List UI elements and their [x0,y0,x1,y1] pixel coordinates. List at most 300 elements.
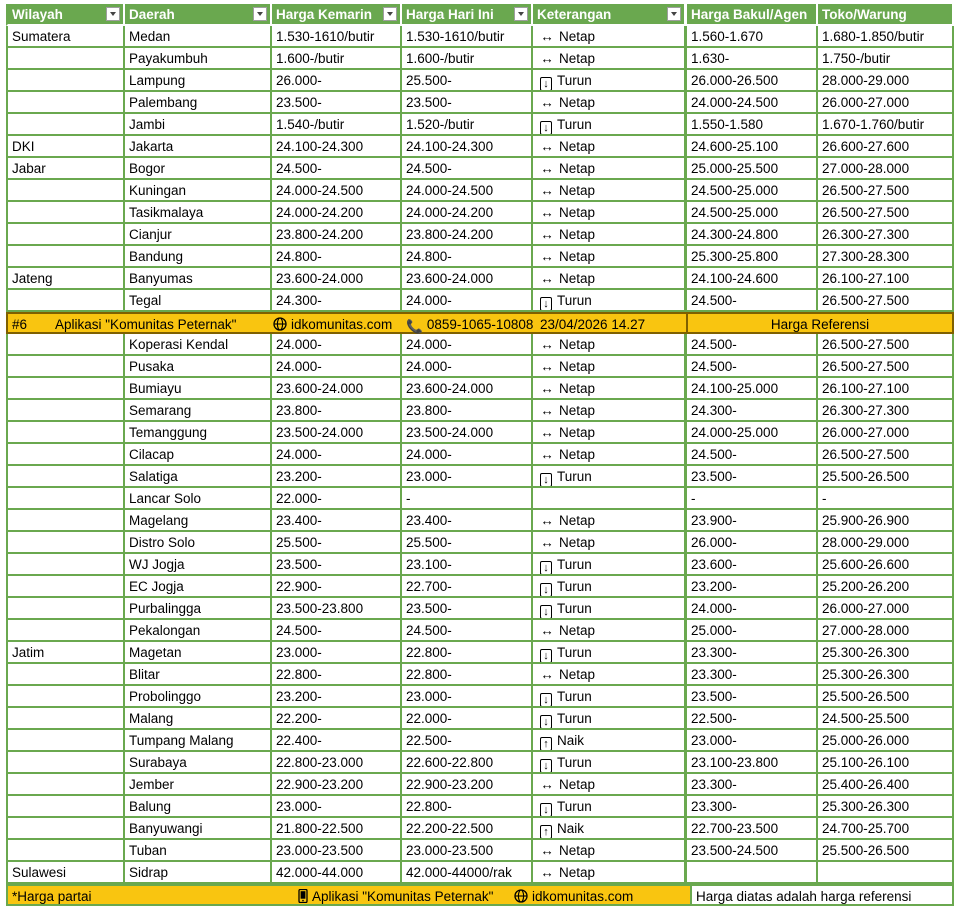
cell-toko[interactable]: 24.700-25.700 [818,818,954,840]
cell-wilayah[interactable] [6,114,125,136]
cell-wilayah[interactable] [6,400,125,422]
cell-harga-agen[interactable]: 1.560-1.670 [687,26,818,48]
cell-harga-hari-ini[interactable]: 23.500- [402,92,533,114]
cell-harga-agen[interactable]: 23.000- [687,730,818,752]
cell-keterangan[interactable] [533,334,687,356]
cell-harga-hari-ini[interactable]: 24.100-24.300 [402,136,533,158]
status-label: Netap [559,447,596,462]
cell-harga-kemarin[interactable]: 1.540-/butir [272,114,402,136]
cell-harga-kemarin[interactable]: 22.400- [272,730,402,752]
cell-harga-kemarin[interactable]: 23.600-24.000 [272,378,402,400]
cell-harga-hari-ini[interactable]: 24.800- [402,246,533,268]
cell-toko[interactable]: 25.600-26.600 [818,554,954,576]
status-label: Netap [559,337,596,352]
cell-wilayah[interactable] [6,202,125,224]
cell-harga-hari-ini[interactable]: 25.500- [402,532,533,554]
cell-daerah[interactable]: Surabaya [125,752,272,774]
cell-toko[interactable]: 26.500-27.500 [818,334,954,356]
cell-wilayah[interactable] [6,686,125,708]
cell-keterangan[interactable] [533,92,687,114]
cell-harga-hari-ini[interactable]: 23.000- [402,686,533,708]
cell-toko[interactable]: 25.300-26.300 [818,664,954,686]
cell-toko[interactable]: 25.000-26.000 [818,730,954,752]
status-label: Netap [559,29,596,44]
cell-wilayah[interactable] [6,664,125,686]
cell-harga-agen[interactable]: 23.300- [687,664,818,686]
cell-harga-agen[interactable]: 24.600-25.100 [687,136,818,158]
cell-harga-kemarin[interactable]: 23.200- [272,686,402,708]
cell-harga-agen[interactable]: 26.000- [687,532,818,554]
cell-keterangan[interactable] [533,466,687,488]
cell-toko[interactable]: 26.600-27.600 [818,136,954,158]
cell-harga-kemarin[interactable]: 23.500- [272,92,402,114]
footer-app[interactable] [298,886,514,904]
table-row [6,444,954,466]
cell-daerah[interactable]: Palembang [125,92,272,114]
status-label: Turun [557,117,592,132]
cell-daerah[interactable]: Temanggung [125,422,272,444]
cell-wilayah[interactable] [6,576,125,598]
cell-harga-agen[interactable]: 22.500- [687,708,818,730]
cell-harga-kemarin[interactable]: 24.800- [272,246,402,268]
table-row [6,488,954,510]
cell-daerah[interactable]: Semarang [125,400,272,422]
cell-wilayah[interactable] [6,466,125,488]
cell-harga-hari-ini[interactable]: 23.000-23.500 [402,840,533,862]
cell-harga-agen[interactable]: 24.000- [687,598,818,620]
cell-keterangan[interactable] [533,488,687,510]
table-body-top [6,26,954,312]
cell-harga-agen[interactable]: 24.300- [687,400,818,422]
cell-toko[interactable]: 1.670-1.760/butir [818,114,954,136]
cell-daerah[interactable]: Tasikmalaya [125,202,272,224]
filter-dropdown-icon[interactable] [253,7,267,21]
cell-toko[interactable]: 26.500-27.500 [818,444,954,466]
cell-harga-hari-ini[interactable]: 22.500- [402,730,533,752]
header-keterangan: Keterangan [533,4,687,26]
cell-harga-kemarin[interactable]: 23.000-23.500 [272,840,402,862]
cell-daerah[interactable]: Koperasi Kendal [125,334,272,356]
cell-harga-agen[interactable]: 26.000-26.500 [687,70,818,92]
cell-keterangan[interactable] [533,48,687,70]
cell-harga-kemarin[interactable]: 22.800-23.000 [272,752,402,774]
cell-harga-kemarin[interactable]: 23.600-24.000 [272,268,402,290]
cell-harga-hari-ini[interactable]: 23.800-24.200 [402,224,533,246]
cell-wilayah[interactable] [6,422,125,444]
cell-harga-kemarin[interactable]: 22.900- [272,576,402,598]
cell-harga-agen[interactable]: 24.000-24.500 [687,92,818,114]
cell-keterangan[interactable] [533,268,687,290]
cell-keterangan[interactable] [533,576,687,598]
cell-harga-agen[interactable]: 23.600- [687,554,818,576]
cell-toko[interactable]: 27.300-28.300 [818,246,954,268]
band-phone[interactable] [406,314,537,332]
cell-harga-hari-ini[interactable]: 42.000-44000/rak [402,862,533,884]
cell-harga-agen[interactable]: 24.300-24.800 [687,224,818,246]
cell-harga-hari-ini[interactable]: 22.800- [402,664,533,686]
cell-harga-hari-ini[interactable]: 23.500- [402,598,533,620]
cell-toko[interactable]: 25.300-26.300 [818,796,954,818]
cell-wilayah[interactable] [6,488,125,510]
cell-toko[interactable]: 1.750-/butir [818,48,954,70]
cell-harga-kemarin[interactable]: 24.000-24.500 [272,180,402,202]
cell-harga-kemarin[interactable]: 23.500-24.000 [272,422,402,444]
cell-harga-hari-ini[interactable]: 1.530-1610/butir [402,26,533,48]
cell-harga-agen[interactable]: 24.500- [687,356,818,378]
cell-harga-hari-ini[interactable]: 1.600-/butir [402,48,533,70]
cell-toko[interactable] [818,862,954,884]
cell-toko[interactable]: 26.500-27.500 [818,356,954,378]
cell-keterangan[interactable] [533,708,687,730]
cell-wilayah[interactable] [6,796,125,818]
cell-daerah[interactable]: Tuban [125,840,272,862]
cell-harga-agen[interactable]: 25.300-25.800 [687,246,818,268]
cell-toko[interactable]: 26.000-27.000 [818,598,954,620]
cell-daerah[interactable]: Tumpang Malang [125,730,272,752]
cell-wilayah[interactable]: Jatim [6,642,125,664]
left-right-arrow-icon: ↔ [540,29,554,44]
cell-harga-kemarin[interactable]: 23.400- [272,510,402,532]
cell-toko[interactable]: 27.000-28.000 [818,158,954,180]
filter-dropdown-icon[interactable] [667,7,681,21]
cell-harga-hari-ini[interactable]: 22.600-22.800 [402,752,533,774]
cell-daerah[interactable]: Purbalingga [125,598,272,620]
cell-harga-hari-ini[interactable]: 23.400- [402,510,533,532]
cell-harga-hari-ini[interactable]: 24.000- [402,444,533,466]
cell-daerah[interactable]: Jakarta [125,136,272,158]
cell-keterangan[interactable] [533,26,687,48]
cell-daerah[interactable]: Distro Solo [125,532,272,554]
left-right-arrow-icon: ↔ [540,777,554,792]
cell-keterangan[interactable] [533,114,687,136]
cell-toko[interactable]: 25.500-26.500 [818,686,954,708]
cell-toko[interactable]: 26.000-27.000 [818,422,954,444]
cell-keterangan[interactable] [533,444,687,466]
cell-harga-kemarin[interactable]: 23.000- [272,642,402,664]
cell-toko[interactable]: 26.300-27.300 [818,400,954,422]
cell-harga-agen[interactable]: 24.500- [687,334,818,356]
cell-harga-hari-ini[interactable]: 22.800- [402,642,533,664]
cell-harga-hari-ini[interactable]: 23.600-24.000 [402,378,533,400]
cell-harga-kemarin[interactable]: 24.100-24.300 [272,136,402,158]
cell-keterangan[interactable] [533,136,687,158]
cell-keterangan[interactable] [533,224,687,246]
cell-harga-kemarin[interactable]: 22.000- [272,488,402,510]
cell-harga-kemarin[interactable]: 24.500- [272,620,402,642]
cell-keterangan[interactable] [533,422,687,444]
cell-daerah[interactable]: Sidrap [125,862,272,884]
cell-toko[interactable]: 25.100-26.100 [818,752,954,774]
cell-keterangan[interactable] [533,554,687,576]
cell-keterangan[interactable] [533,290,687,312]
cell-keterangan[interactable] [533,180,687,202]
cell-daerah[interactable]: Salatiga [125,466,272,488]
cell-harga-kemarin[interactable]: 25.500- [272,532,402,554]
cell-harga-kemarin[interactable]: 24.000- [272,444,402,466]
cell-harga-agen[interactable]: 23.100-23.800 [687,752,818,774]
cell-wilayah[interactable] [6,752,125,774]
cell-harga-hari-ini[interactable]: 23.000- [402,466,533,488]
cell-keterangan[interactable] [533,818,687,840]
cell-harga-hari-ini[interactable]: 24.500- [402,620,533,642]
cell-harga-hari-ini[interactable]: 1.520-/butir [402,114,533,136]
cell-harga-agen[interactable]: 25.000-25.500 [687,158,818,180]
cell-toko[interactable]: 25.400-26.400 [818,774,954,796]
cell-wilayah[interactable] [6,730,125,752]
cell-harga-agen[interactable]: 1.630- [687,48,818,70]
cell-harga-agen[interactable]: 24.100-24.600 [687,268,818,290]
up-arrow-box-icon: ↑ [540,825,552,839]
cell-keterangan[interactable] [533,642,687,664]
cell-wilayah[interactable]: Sulawesi [6,862,125,884]
cell-daerah[interactable]: Probolinggo [125,686,272,708]
cell-daerah[interactable]: Pusaka [125,356,272,378]
cell-keterangan[interactable] [533,510,687,532]
cell-harga-hari-ini[interactable]: 24.000- [402,290,533,312]
cell-toko[interactable]: 25.300-26.300 [818,642,954,664]
cell-toko[interactable]: - [818,488,954,510]
cell-daerah[interactable]: Lampung [125,70,272,92]
cell-wilayah[interactable] [6,180,125,202]
cell-keterangan[interactable] [533,158,687,180]
cell-harga-agen[interactable]: 25.000- [687,620,818,642]
cell-harga-agen[interactable]: 23.300- [687,642,818,664]
cell-keterangan[interactable] [533,378,687,400]
cell-daerah[interactable]: Bogor [125,158,272,180]
cell-harga-hari-ini[interactable]: - [402,488,533,510]
cell-harga-kemarin[interactable]: 24.000- [272,334,402,356]
left-right-arrow-icon: ↔ [540,359,554,374]
cell-wilayah[interactable] [6,224,125,246]
cell-keterangan[interactable] [533,730,687,752]
cell-harga-agen[interactable]: 24.500- [687,290,818,312]
cell-harga-hari-ini[interactable]: 23.500-24.000 [402,422,533,444]
cell-harga-agen[interactable]: 23.300- [687,774,818,796]
footer-disclaimer: Harga diatas adalah harga referensi [690,886,952,904]
cell-daerah[interactable]: Cilacap [125,444,272,466]
cell-harga-kemarin[interactable]: 1.600-/butir [272,48,402,70]
cell-daerah[interactable]: Bandung [125,246,272,268]
cell-wilayah[interactable] [6,378,125,400]
cell-harga-agen[interactable]: 24.000-25.000 [687,422,818,444]
cell-harga-agen[interactable]: 24.100-25.000 [687,378,818,400]
cell-wilayah[interactable] [6,774,125,796]
cell-daerah[interactable]: Lancar Solo [125,488,272,510]
cell-keterangan[interactable] [533,752,687,774]
cell-daerah[interactable]: WJ Jogja [125,554,272,576]
cell-harga-hari-ini[interactable]: 25.500- [402,70,533,92]
cell-harga-kemarin[interactable]: 22.900-23.200 [272,774,402,796]
down-arrow-box-icon: ↓ [540,121,552,135]
cell-harga-kemarin[interactable]: 23.500-23.800 [272,598,402,620]
cell-toko[interactable]: 26.500-27.500 [818,202,954,224]
cell-daerah[interactable]: Pekalongan [125,620,272,642]
cell-toko[interactable]: 26.100-27.100 [818,268,954,290]
cell-keterangan[interactable] [533,598,687,620]
cell-daerah[interactable]: Tegal [125,290,272,312]
cell-toko[interactable]: 25.500-26.500 [818,466,954,488]
cell-harga-agen[interactable]: 24.500- [687,444,818,466]
cell-wilayah[interactable] [6,818,125,840]
cell-harga-hari-ini[interactable]: 24.000- [402,334,533,356]
cell-wilayah[interactable] [6,444,125,466]
cell-wilayah[interactable] [6,48,125,70]
cell-wilayah[interactable] [6,246,125,268]
cell-daerah[interactable]: Banyuwangi [125,818,272,840]
cell-wilayah[interactable] [6,70,125,92]
cell-harga-agen[interactable] [687,862,818,884]
cell-harga-agen[interactable]: 22.700-23.500 [687,818,818,840]
cell-keterangan[interactable] [533,862,687,884]
status-label: Netap [559,51,596,66]
cell-toko[interactable]: 28.000-29.000 [818,532,954,554]
cell-harga-kemarin[interactable]: 24.500- [272,158,402,180]
cell-harga-hari-ini[interactable]: 23.800- [402,400,533,422]
table-row [6,620,954,642]
cell-harga-hari-ini[interactable]: 23.600-24.000 [402,268,533,290]
cell-harga-hari-ini[interactable]: 24.000-24.500 [402,180,533,202]
table-row [6,664,954,686]
cell-keterangan[interactable] [533,532,687,554]
cell-wilayah[interactable] [6,620,125,642]
cell-wilayah[interactable] [6,356,125,378]
cell-harga-agen[interactable]: 23.500- [687,466,818,488]
cell-toko[interactable]: 25.500-26.500 [818,840,954,862]
cell-keterangan[interactable] [533,664,687,686]
cell-toko[interactable]: 26.100-27.100 [818,378,954,400]
cell-wilayah[interactable] [6,510,125,532]
cell-harga-kemarin[interactable]: 26.000- [272,70,402,92]
cell-harga-kemarin[interactable]: 23.200- [272,466,402,488]
cell-harga-agen[interactable]: 24.500-25.000 [687,202,818,224]
cell-daerah[interactable]: Bumiayu [125,378,272,400]
cell-wilayah[interactable] [6,840,125,862]
cell-harga-hari-ini[interactable]: 22.200-22.500 [402,818,533,840]
cell-harga-hari-ini[interactable]: 22.700- [402,576,533,598]
cell-toko[interactable]: 26.500-27.500 [818,290,954,312]
mobile-phone-icon [298,889,308,903]
cell-harga-kemarin[interactable]: 1.530-1610/butir [272,26,402,48]
cell-wilayah[interactable]: Jateng [6,268,125,290]
cell-harga-kemarin[interactable]: 23.500- [272,554,402,576]
cell-daerah[interactable]: Jember [125,774,272,796]
cell-wilayah[interactable] [6,708,125,730]
status-label: Netap [559,95,596,110]
status-label: Netap [559,205,596,220]
cell-wilayah[interactable]: Jabar [6,158,125,180]
cell-keterangan[interactable] [533,774,687,796]
cell-daerah[interactable]: Kuningan [125,180,272,202]
cell-harga-hari-ini[interactable]: 22.000- [402,708,533,730]
filter-dropdown-icon[interactable] [514,7,528,21]
cell-toko[interactable]: 26.300-27.300 [818,224,954,246]
cell-daerah[interactable]: Medan [125,26,272,48]
cell-wilayah[interactable]: DKI [6,136,125,158]
cell-harga-hari-ini[interactable]: 23.100- [402,554,533,576]
cell-harga-agen[interactable]: 23.300- [687,796,818,818]
cell-harga-kemarin[interactable]: 24.000-24.200 [272,202,402,224]
cell-keterangan[interactable] [533,686,687,708]
cell-daerah[interactable]: EC Jogja [125,576,272,598]
cell-harga-kemarin[interactable]: 24.000- [272,356,402,378]
cell-wilayah[interactable] [6,598,125,620]
cell-wilayah[interactable]: Sumatera [6,26,125,48]
cell-wilayah[interactable] [6,334,125,356]
band-website[interactable] [273,314,406,332]
cell-daerah[interactable]: Magetan [125,642,272,664]
cell-daerah[interactable]: Balung [125,796,272,818]
cell-keterangan[interactable] [533,400,687,422]
cell-wilayah[interactable] [6,290,125,312]
cell-toko[interactable]: 26.500-27.500 [818,180,954,202]
table-row [6,642,954,664]
cell-toko[interactable]: 25.900-26.900 [818,510,954,532]
cell-harga-agen[interactable]: 23.900- [687,510,818,532]
cell-daerah[interactable]: Magelang [125,510,272,532]
cell-toko[interactable]: 24.500-25.500 [818,708,954,730]
cell-keterangan[interactable] [533,356,687,378]
cell-toko[interactable]: 26.000-27.000 [818,92,954,114]
cell-harga-hari-ini[interactable]: 24.500- [402,158,533,180]
filter-dropdown-icon[interactable] [106,7,120,21]
cell-keterangan[interactable] [533,70,687,92]
cell-daerah[interactable]: Payakumbuh [125,48,272,70]
cell-harga-hari-ini[interactable]: 24.000-24.200 [402,202,533,224]
cell-harga-hari-ini[interactable]: 24.000- [402,356,533,378]
cell-wilayah[interactable] [6,532,125,554]
cell-harga-agen[interactable]: 23.500-24.500 [687,840,818,862]
cell-keterangan[interactable] [533,796,687,818]
cell-daerah[interactable]: Cianjur [125,224,272,246]
cell-harga-agen[interactable]: 24.500-25.000 [687,180,818,202]
cell-keterangan[interactable] [533,840,687,862]
cell-harga-kemarin[interactable]: 24.300- [272,290,402,312]
cell-harga-agen[interactable]: 23.200- [687,576,818,598]
cell-harga-hari-ini[interactable]: 22.900-23.200 [402,774,533,796]
cell-toko[interactable]: 1.680-1.850/butir [818,26,954,48]
cell-toko[interactable]: 28.000-29.000 [818,70,954,92]
cell-keterangan[interactable] [533,246,687,268]
status-label: Netap [559,359,596,374]
cell-harga-agen[interactable]: 23.500- [687,686,818,708]
cell-keterangan[interactable] [533,202,687,224]
cell-wilayah[interactable] [6,92,125,114]
cell-harga-kemarin[interactable]: 23.000- [272,796,402,818]
cell-harga-kemarin[interactable]: 21.800-22.500 [272,818,402,840]
cell-harga-kemarin[interactable]: 42.000-44.000 [272,862,402,884]
down-arrow-box-icon: ↓ [540,803,552,817]
cell-keterangan[interactable] [533,620,687,642]
filter-dropdown-icon[interactable] [383,7,397,21]
cell-harga-agen[interactable]: 1.550-1.580 [687,114,818,136]
cell-harga-kemarin[interactable]: 23.800-24.200 [272,224,402,246]
cell-harga-kemarin[interactable]: 22.200- [272,708,402,730]
footer-website[interactable] [514,886,690,904]
cell-daerah[interactable]: Jambi [125,114,272,136]
cell-daerah[interactable]: Blitar [125,664,272,686]
cell-toko[interactable]: 27.000-28.000 [818,620,954,642]
cell-harga-hari-ini[interactable]: 22.800- [402,796,533,818]
cell-daerah[interactable]: Banyumas [125,268,272,290]
cell-wilayah[interactable] [6,554,125,576]
cell-toko[interactable]: 25.200-26.200 [818,576,954,598]
cell-harga-kemarin[interactable]: 22.800- [272,664,402,686]
table-row [6,510,954,532]
status-label: Netap [559,843,596,858]
cell-daerah[interactable]: Malang [125,708,272,730]
cell-harga-agen[interactable]: - [687,488,818,510]
cell-harga-kemarin[interactable]: 23.800- [272,400,402,422]
